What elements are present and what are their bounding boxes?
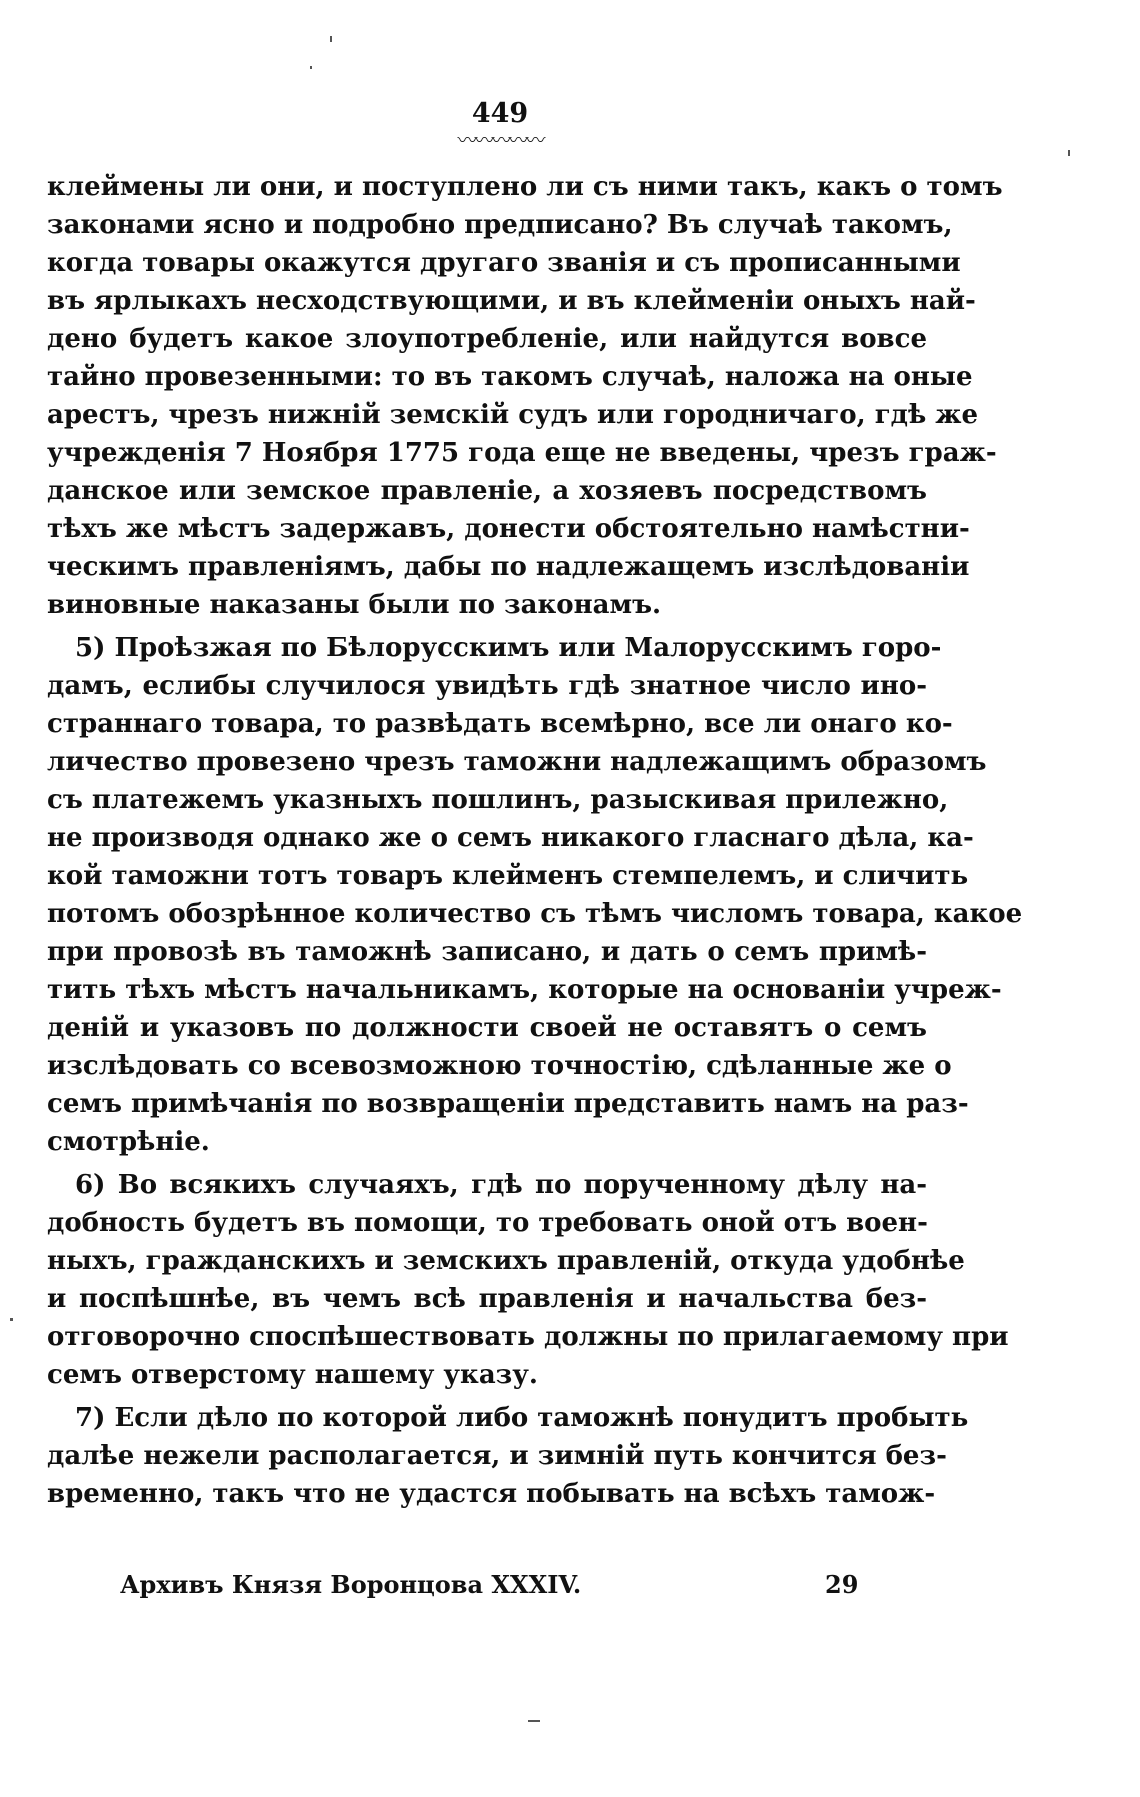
text-line: съ платежемъ указныхъ пошлинъ, разыскивая прилежно, <box>47 785 949 815</box>
text-line: когда товары окажутся другаго званія и съ прописанными <box>47 248 961 278</box>
text-line: 5) Проѣзжая по Бѣлорусскимъ или Малорусскимъ горо- <box>75 633 942 663</box>
text-line: смотрѣніе. <box>47 1127 210 1157</box>
text-line: временно, такъ что не удастся побывать на всѣхъ тамож- <box>47 1479 936 1509</box>
text-line: учрежденія 7 Ноября 1775 года еще не введены, чрезъ граж- <box>47 438 997 468</box>
text-line: отговорочно споспѣшествовать должны по прилагаемому при <box>47 1322 1009 1352</box>
text-line: страннаго товара, то развѣдать всемѣрно, все ли онаго ко- <box>47 709 953 739</box>
scan-speck <box>310 66 312 69</box>
scan-speck <box>528 1720 540 1722</box>
text-line: ныхъ, гражданскихъ и земскихъ правленій, откуда удобнѣе <box>47 1246 965 1276</box>
text-line: семъ примѣчанія по возвращеніи представить намъ на раз- <box>47 1089 969 1119</box>
paragraph-7 <box>47 1399 969 1513</box>
paragraph-6 <box>47 1166 1009 1394</box>
footer-signature: 29 <box>825 1570 859 1599</box>
text-line: виновные наказаны были по законамъ. <box>47 590 662 620</box>
text-line: тить тѣхъ мѣстъ начальникамъ, которые на основаніи учреж- <box>47 975 1002 1005</box>
text-line: семъ отверстому нашему указу. <box>47 1360 538 1390</box>
text-line: въ ярлыкахъ несходствующими, и въ клейменіи оныхъ най- <box>47 286 976 316</box>
text-line: не производя однако же о семъ никакого гласнаго дѣла, ка- <box>47 823 974 853</box>
body-text <box>47 168 1023 1513</box>
text-line: тѣхъ же мѣстъ задержавъ, донести обстоятельно намѣстни- <box>47 514 970 544</box>
page-number: 449 <box>471 98 529 129</box>
footer-source: Архивъ Князя Воронцова XXXIV. <box>120 1570 582 1599</box>
text-line: и поспѣшнѣе, въ чемъ всѣ правленія и начальства без- <box>47 1284 927 1314</box>
text-line: дено будетъ какое злоупотребленіе, или найдутся вовсе <box>47 324 927 354</box>
text-line: изслѣдовать со всевозможною точностію, сдѣланные же о <box>47 1051 952 1081</box>
text-line: арестъ, чрезъ нижній земскій судъ или городничаго, гдѣ же <box>47 400 979 430</box>
page-footer <box>120 1568 880 1602</box>
text-line: при провозѣ въ таможнѣ записано, и дать о семъ примѣ- <box>47 937 927 967</box>
text-line: кой таможни тотъ товаръ клейменъ стемпелемъ, и сличить <box>47 861 969 891</box>
scan-speck <box>1068 150 1070 156</box>
paragraph-1 <box>47 168 1003 624</box>
text-line: 7) Если дѣло по которой либо таможнѣ понудитъ пробыть <box>75 1403 969 1433</box>
text-line: потомъ обозрѣнное количество съ тѣмъ числомъ товара, какое <box>47 899 1023 929</box>
text-line: 6) Во всякихъ случаяхъ, гдѣ по порученному дѣлу на- <box>75 1170 927 1200</box>
text-line: тайно провезенными: то въ такомъ случаѣ, наложа на оные <box>47 362 973 392</box>
paragraph-5 <box>47 629 1023 1161</box>
text-line: личество провезено чрезъ таможни надлежащимъ образомъ <box>47 747 987 777</box>
header-ornament: 〰〰〰〰〰 <box>457 128 543 152</box>
text-line: клеймены ли они, и поступлено ли съ ними такъ, какъ о томъ <box>47 172 1003 202</box>
text-line: деній и указовъ по должности своей не оставятъ о семъ <box>47 1013 927 1043</box>
scan-speck <box>330 36 332 42</box>
text-line: далѣе нежели располагается, и зимній путь кончится без- <box>47 1441 947 1471</box>
text-line: законами ясно и подробно предписано? Въ случаѣ такомъ, <box>47 210 953 240</box>
scan-speck <box>10 1318 13 1321</box>
text-line: добность будетъ въ помощи, то требовать оной отъ воен- <box>47 1208 928 1238</box>
text-line: дамъ, еслибы случилося увидѣть гдѣ знатное число ино- <box>47 671 927 701</box>
text-line: ческимъ правленіямъ, дабы по надлежащемъ изслѣдованіи <box>47 552 970 582</box>
text-line: данское или земское правленіе, а хозяевъ посредствомъ <box>47 476 927 506</box>
